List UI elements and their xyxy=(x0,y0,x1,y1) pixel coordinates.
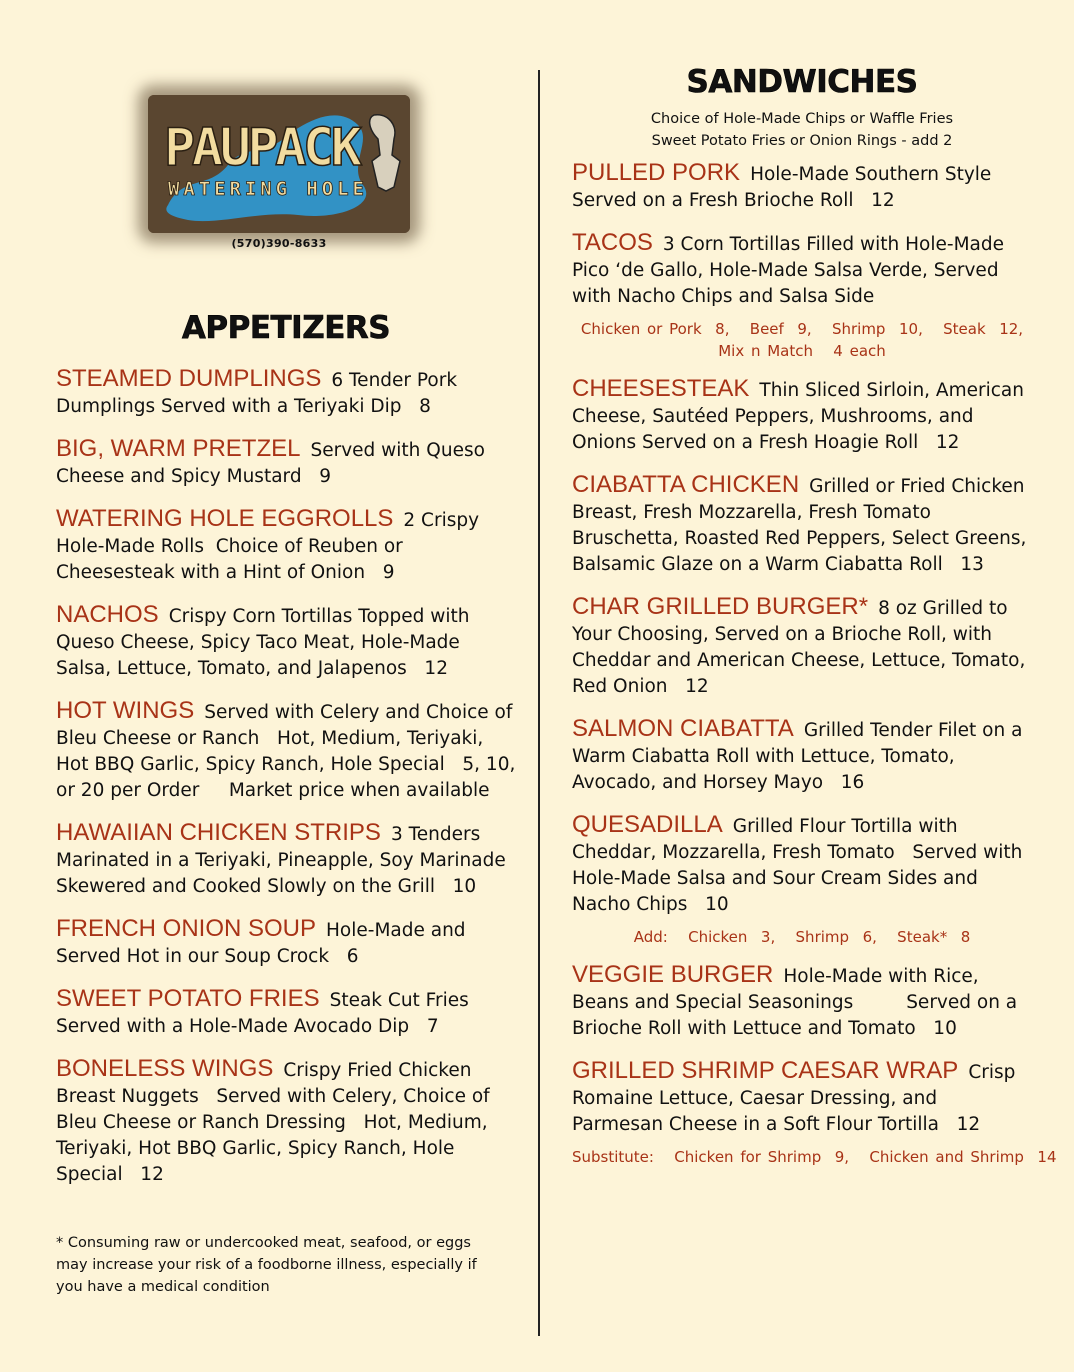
menu-item-description: 3 Corn Tortillas Filled with Hole-Made Pico ‘de Gallo, Hole-Made Salsa Verde, Served with Nacho Chips and Salsa Side xyxy=(572,234,1010,307)
menu-item-cheesesteak xyxy=(572,376,1032,456)
appetizers-list xyxy=(56,365,522,1188)
menu-item-name: SWEET POTATO FRIES xyxy=(56,985,320,1012)
menu-item-description: Crispy Corn Tortillas Topped with Queso Cheese, Spicy Taco Meat, Hole-Made Salsa, Lettuce, Tomato, and Jalapenos 12 xyxy=(56,606,476,679)
menu-item-veggie-burger xyxy=(572,962,1032,1042)
menu-item-name: BIG, WARM PRETZEL xyxy=(56,435,301,462)
menu-item-description: Steak Cut Fries Served with a Hole-Made Avocado Dip 7 xyxy=(56,990,475,1037)
column-divider xyxy=(538,70,540,1336)
menu-item-name: CIABATTA CHICKEN xyxy=(572,471,800,498)
menu-item-name: BONELESS WINGS xyxy=(56,1055,274,1082)
menu-item-hot-wings xyxy=(56,697,522,804)
menu-item-description: Crisp Romaine Lettuce, Caesar Dressing, and Parmesan Cheese in a Soft Flour Tortilla 12 xyxy=(572,1062,1022,1135)
quesadilla-addon-note-line: Add: Chicken 3, Shrimp 6, Steak* 8 xyxy=(633,928,971,946)
menu-item-grilled-shrimp-caesar-wrap xyxy=(572,1058,1032,1138)
menu-item-quesadilla xyxy=(572,812,1032,918)
tacos-price-note xyxy=(572,318,1032,362)
logo-graphic xyxy=(148,95,410,233)
menu-item-description: Served with Celery and Choice of Bleu Cheese or Ranch Hot, Medium, Teriyaki, Hot BBQ Garlic, Spicy Ranch, Hole Special 5, 10, or 20 per Order Market price when available xyxy=(56,702,522,801)
menu-item-description: 3 Tenders Marinated in a Teriyaki, Pineapple, Soy Marinade Skewered and Cooked Slowly on the Grill 10 xyxy=(56,824,512,897)
sides-line-1: Choice of Hole-Made Chips or Waffle Fries xyxy=(650,111,954,127)
menu-item-name: STEAMED DUMPLINGS xyxy=(56,365,322,392)
menu-item-name: QUESADILLA xyxy=(572,811,723,838)
menu-item-name: VEGGIE BURGER xyxy=(572,961,774,988)
menu-item-name: CHAR GRILLED BURGER* xyxy=(572,593,869,620)
menu-item-name: HOT WINGS xyxy=(56,697,195,724)
menu-item-tacos xyxy=(572,230,1032,310)
menu-item-description: 8 oz Grilled to Your Choosing, Served on a Brioche Roll, with Cheddar and American Cheese, Lettuce, Tomato, Red Onion 12 xyxy=(572,598,1032,697)
sides-subtitle xyxy=(572,108,1032,152)
menu-item-hawaiian-chicken-strips xyxy=(56,820,516,900)
logo-name-line2: WATERING HOLE xyxy=(168,178,364,200)
wrap-substitute-note xyxy=(572,1146,1057,1168)
menu-item-steamed-dumplings xyxy=(56,366,516,420)
sandwiches-section xyxy=(572,64,1057,1182)
sides-line-2: Sweet Potato Fries or Onion Rings - add 2 xyxy=(651,133,953,149)
menu-item-description: Grilled or Fried Chicken Breast, Fresh Mozzarella, Fresh Tomato Bruschetta, Roasted Red Peppers, Select Greens, Balsamic Glaze on a Warm Ciabatta Roll 13 xyxy=(572,476,1033,575)
menu-item-big-warm-pretzel xyxy=(56,436,516,490)
tacos-price-note-line: Chicken or Pork 8, Beef 9, Shrimp 10, Steak 12, xyxy=(580,320,1024,338)
menu-item-french-onion-soup xyxy=(56,916,516,970)
tacos-price-note-line: Mix n Match 4 each xyxy=(718,342,886,360)
menu-item-name: FRENCH ONION SOUP xyxy=(56,915,317,942)
sandwiches-list xyxy=(572,159,1057,1168)
menu-item-name: GRILLED SHRIMP CAESAR WRAP xyxy=(572,1057,959,1084)
menu-item-description: Served with Queso Cheese and Spicy Mustard 9 xyxy=(56,440,491,487)
menu-item-description: Hole-Made and Served Hot in our Soup Crock 6 xyxy=(56,920,472,967)
menu-item-name: CHEESESTEAK xyxy=(572,375,750,402)
menu-item-watering-hole-eggrolls xyxy=(56,506,516,586)
menu-item-nachos xyxy=(56,602,516,682)
wrap-substitute-note-line: Substitute: Chicken for Shrimp 9, Chicken and Shrimp 14 xyxy=(572,1148,1057,1166)
logo xyxy=(148,95,410,233)
quesadilla-addon-note xyxy=(572,926,1032,948)
menu-item-description: Hole-Made Southern Style Served on a Fresh Brioche Roll 12 xyxy=(572,164,998,211)
menu-item-description: Crispy Fried Chicken Breast Nuggets Served with Celery, Choice of Bleu Cheese or Ranch Dressing Hot, Medium, Teriyaki, Hot BBQ Garlic, Spicy Ranch, Hole Special 12 xyxy=(56,1060,496,1185)
menu-item-description: 6 Tender Pork Dumplings Served with a Teriyaki Dip 8 xyxy=(56,370,463,417)
menu-item-description: 2 Crispy Hole-Made Rolls Choice of Reuben or Cheesesteak with a Hint of Onion 9 xyxy=(56,510,485,583)
menu-item-char-grilled-burger xyxy=(572,594,1032,700)
menu-item-description: Hole-Made with Rice, Beans and Special Seasonings Served on a Brioche Roll with Lettuce and Tomato 10 xyxy=(572,966,1024,1039)
menu-item-name: HAWAIIAN CHICKEN STRIPS xyxy=(56,819,381,846)
menu-item-name: PULLED PORK xyxy=(572,159,741,186)
sandwiches-title: SANDWICHES xyxy=(686,64,918,100)
menu-item-description: Grilled Flour Tortilla with Cheddar, Mozzarella, Fresh Tomato Served with Hole-Made Salsa and Sour Cream Sides and Nacho Chips 10 xyxy=(572,816,1029,915)
menu-item-description: Thin Sliced Sirloin, American Cheese, Sautéed Peppers, Mushrooms, and Onions Served on a Fresh Hoagie Roll 12 xyxy=(572,380,1030,453)
logo-name-line1: PAUPACK xyxy=(164,118,362,178)
menu-item-description: Grilled Tender Filet on a Warm Ciabatta Roll with Lettuce, Tomato, Avocado, and Horsey Mayo 16 xyxy=(572,720,1029,793)
menu-item-salmon-ciabatta xyxy=(572,716,1032,796)
menu-item-ciabatta-chicken xyxy=(572,472,1032,578)
appetizers-section xyxy=(56,310,522,1204)
menu-item-sweet-potato-fries xyxy=(56,986,516,1040)
food-safety-footnote: * Consuming raw or undercooked meat, seafood, or eggs may increase your risk of a foodborne illness, especially if you have a medical condition xyxy=(56,1235,477,1295)
menu-item-boneless-wings xyxy=(56,1056,516,1188)
appetizers-title: APPETIZERS xyxy=(181,310,391,346)
menu-item-name: TACOS xyxy=(572,229,653,256)
menu-item-pulled-pork xyxy=(572,160,1032,214)
phone-number: (570)390-8633 xyxy=(231,237,327,250)
menu-item-name: WATERING HOLE EGGROLLS xyxy=(56,505,394,532)
menu-item-name: NACHOS xyxy=(56,601,159,628)
menu-item-name: SALMON CIABATTA xyxy=(572,715,794,742)
